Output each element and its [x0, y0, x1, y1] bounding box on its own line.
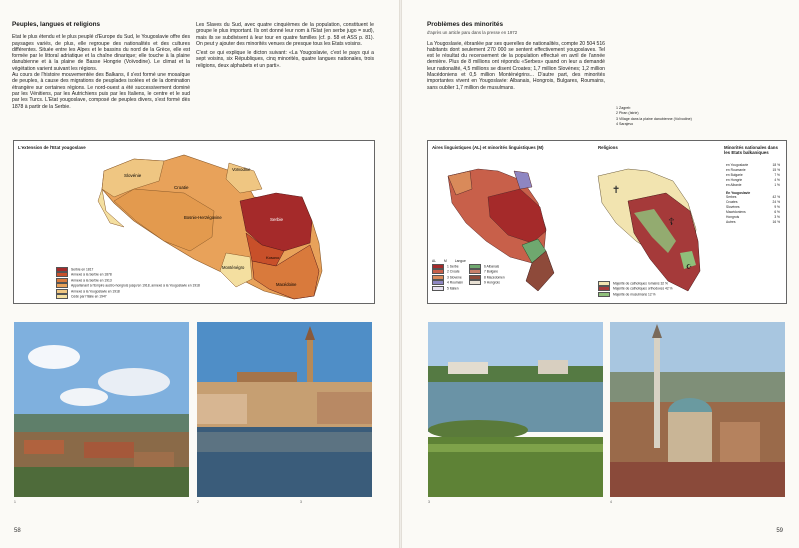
map-label: Voïvodine	[232, 167, 251, 172]
stats-row: en Albanie 1 %	[726, 182, 780, 187]
left-paragraph: C'est ce qui explique le dicton suivant: «La Yougoslavie, c'est le pays qui a sept voisins, six Républiques, cinq minorités, quatre langues nationales, trois religions, deux alphabets et un parti».	[196, 50, 374, 69]
legend-swatch	[56, 283, 68, 288]
legend-item: 8 Macédonien	[469, 275, 505, 280]
legend-swatch	[56, 278, 68, 283]
stats-row: Slovènes 9 %	[726, 205, 780, 210]
orthodox-cross-icon: ☦	[668, 217, 675, 228]
legend-item: 1 Serbe	[432, 264, 463, 269]
stats-row: En Yougoslavie	[726, 190, 751, 195]
right-paragraph: La Yougoslavie, ébranlée par ses querelles de nationalités, compte 20 504 516 habitants dont seulement 270 000 se sentent effectivement yougoslaves. Tel est le résultat du recensement de la population effectué en avril de l'année dernière. Plus de 8 millions ont répondu «Serbes» quand on leur a demandé leur nationalité, 4,5 millions se disent Croates; 1,7 million Slovènes; 1,2 million Macédoniens et 0,5 million Monténégrins... D'autre part, des minorités importantes vivent en Yougoslavie: Albanais, Hongrois, Bulgares, Roumains, sans oublier 1,7 million de musulmans.	[427, 40, 605, 91]
photo-voivodine	[428, 322, 603, 497]
legend-item: Annexé à la Serbie en 1878	[56, 272, 200, 277]
legend-item: 6 Albanais	[469, 264, 505, 269]
map-label: Croatie	[174, 185, 189, 190]
legend-swatch	[56, 289, 68, 294]
legend-swatch	[598, 292, 610, 297]
left-column-2	[196, 22, 374, 69]
map-title: Aires linguistiques (AL) et minorités linguistiques (M)	[432, 145, 544, 150]
legend-item: 3 Slovène	[432, 275, 463, 280]
legend-header: M	[444, 259, 447, 263]
legend-swatch	[469, 264, 481, 269]
stats-title: Minorités nationales dans les Etats balkaniques	[724, 145, 778, 155]
legend-swatch	[469, 280, 481, 285]
right-subheading: d'après un article paru dans la presse en 1972	[427, 30, 518, 36]
stats-row: Croates 24 %	[726, 200, 780, 205]
photo-list	[616, 106, 692, 127]
crescent-icon: ☪	[686, 263, 693, 271]
right-column-1	[427, 22, 605, 91]
map-label: Kosovo	[266, 255, 280, 260]
legend-swatch	[56, 272, 68, 277]
map-label: Bosnie-Herzégovine	[184, 215, 222, 220]
photo-list-item: 3 Village dans la plaine danubienne (Voïvodine)	[616, 116, 692, 121]
stats-row: Serbes 42 %	[726, 195, 780, 200]
photo-sarajevo	[610, 322, 785, 497]
legend-item: 4 Roumain	[432, 280, 463, 285]
photo-caption: 3	[428, 500, 430, 504]
stats-row: en Bulgarie 7 %	[726, 172, 780, 177]
legend-swatch	[56, 294, 68, 299]
photo-zagreb	[14, 322, 189, 497]
religion-legend	[598, 281, 673, 297]
legend-item: Annexé à la Yougoslavie en 1918	[56, 289, 200, 294]
legend-item: Majorité de catholiques romains 32 %	[598, 281, 673, 286]
ling-legend	[432, 259, 532, 291]
stats-row: en Roumanie 15 %	[726, 167, 780, 172]
map-label: Monténégro	[222, 265, 245, 270]
photo-caption: 1	[14, 500, 16, 504]
map-title: Religions	[598, 145, 618, 150]
left-paragraph: Les Slaves du Sud, avec quatre cinquièmes de la population, constituent le groupe le plus important. Ils ont donné leur nom à l'Etat (en serbe jugo = sud), mais ils se subdivisent à leur tour en quatre familles (cf. p. 58 et ASS p. 81). On peut y ajouter des minorités venues de presque tous les Etats voisins.	[196, 22, 374, 47]
cross-icon: ✝	[612, 185, 621, 196]
map-label: Serbie	[270, 217, 284, 222]
legend-swatch	[432, 280, 444, 285]
legend-item: 2 Croate	[432, 269, 463, 274]
stats-row: en Yougoslavie 18 %	[726, 163, 780, 167]
map-minorities-panel	[427, 140, 787, 304]
legend-item: 7 Bulgare	[469, 269, 505, 274]
photo-list-item: 2 Piran (Istrie)	[616, 111, 639, 116]
map-legend	[56, 267, 200, 299]
photo-caption: 2	[197, 500, 199, 504]
left-column-1	[12, 22, 190, 110]
legend-swatch	[432, 264, 444, 269]
left-paragraph: Au cours de l'histoire mouvementée des Balkans, il s'est formé une mosaïque de peuples, à cause des migrations de peuplades isolées et de la domination étrangère sur certaines régions. Le nord-ouest a été successivement dominé par les Vénitiens, par les Autrichiens puis par les Italiens, le centre et le sud par les Turcs. L'Etat yougoslave, composé de peuples divers, s'est formé dès 1878 à partir de la Serbie.	[12, 72, 190, 110]
legend-header: AL	[432, 259, 437, 263]
photo-piran	[197, 322, 372, 497]
stats-row: Macédoniens 6 %	[726, 210, 780, 215]
legend-item: Annexé à la Serbie en 1913	[56, 278, 200, 283]
legend-swatch	[469, 275, 481, 280]
legend-item: Cédé par l'Italie en 1947	[56, 294, 200, 299]
left-heading: Peuples, langues et religions	[12, 21, 101, 28]
stats-row: en Hongrie 4 %	[726, 177, 780, 182]
gutter	[399, 0, 402, 548]
photo-caption: 4	[610, 500, 612, 504]
right-heading: Problèmes des minorités	[427, 21, 504, 28]
legend-swatch	[598, 281, 610, 286]
legend-swatch	[469, 269, 481, 274]
legend-swatch	[432, 269, 444, 274]
legend-header: Langue	[454, 259, 466, 263]
legend-item: 9 Hongrois	[469, 280, 505, 285]
stats-row: Hongrois 3 %	[726, 215, 780, 220]
legend-item: Majorité de musulmans 12 %	[598, 292, 673, 297]
legend-swatch	[432, 286, 444, 291]
legend-swatch	[432, 275, 444, 280]
photo-list-item: 4 Sarajevo	[616, 121, 634, 126]
legend-item: Appartenant à l'Empire austro-hongrois jusqu'en 1918, annexé à la Yougoslavie en 1918	[56, 283, 200, 288]
page-number: 58	[14, 528, 21, 534]
legend-swatch	[598, 286, 610, 291]
legend-item: 5 Italien	[432, 286, 463, 291]
legend-swatch	[56, 267, 68, 272]
map-label: Slovénie	[124, 173, 142, 178]
left-paragraph: Etat le plus étendu et le plus peuplé d'Europe du Sud, le Yougoslavie offre des paysages variés, de plus, elle regroupe des nationalités et des cultures différentes. Située entre les Alpes et le bassins du nord de la Grèce, elle est formée par le littoral adriatique et la chaîne dinarique; elle touche à la plaine danubienne et à la plaine de Basse Hongrie (Voïvodine). Le climat et la végétation varient suivant les régions.	[12, 34, 190, 72]
stats-row: Autres 16 %	[726, 219, 780, 224]
legend-item: Majorité de catholiques orthodoxes 42 %	[598, 286, 673, 291]
photo-list-item: 1 Zagreb	[616, 106, 631, 110]
legend-item: Serbie en 1817	[56, 267, 200, 272]
page-number: 59	[776, 528, 783, 534]
map-label: Macédoine	[276, 282, 297, 287]
stats-table	[726, 163, 780, 225]
map-title: L'extension de l'Etat yougoslave	[18, 145, 86, 150]
map-extension-panel	[13, 140, 375, 304]
photo-caption: 3	[300, 500, 302, 504]
